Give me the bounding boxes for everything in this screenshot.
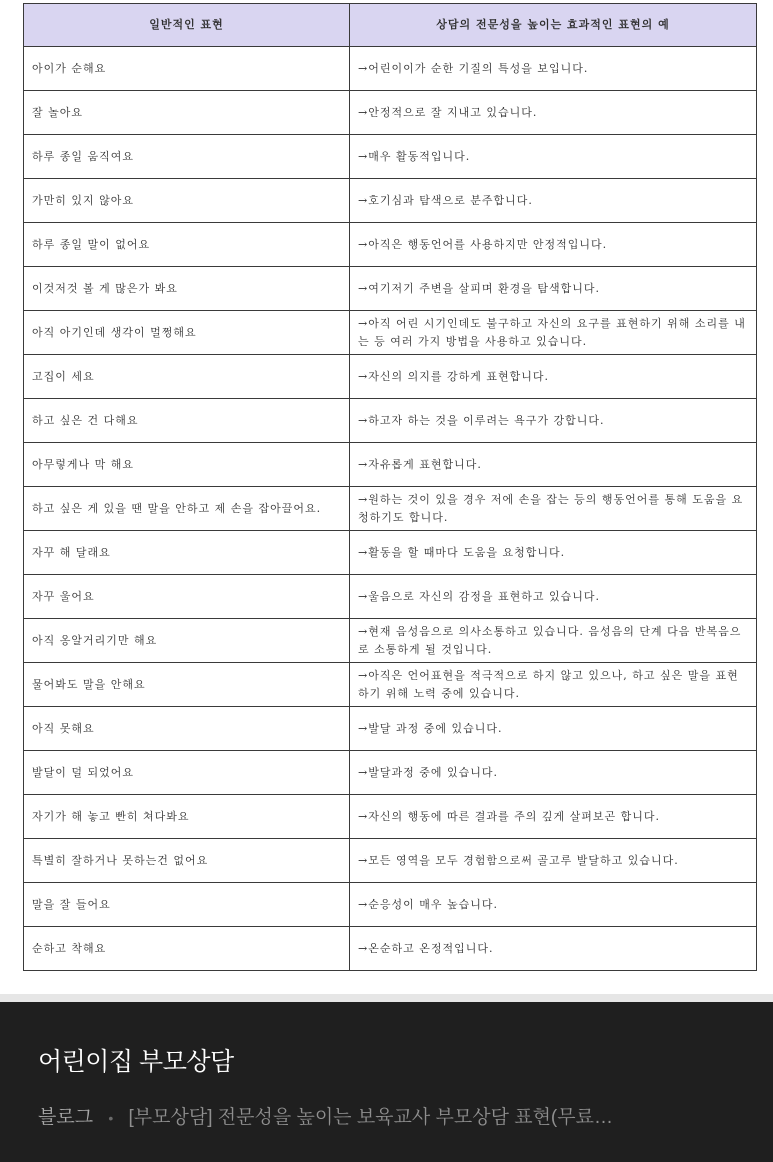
plain-expression-cell: 고집이 세요: [24, 355, 350, 399]
table-row: [24, 267, 757, 311]
result-caption[interactable]: [0, 1002, 773, 1162]
table-row: [24, 47, 757, 91]
professional-expression-cell: →온순하고 온정적입니다.: [350, 927, 757, 971]
professional-expression-cell: →하고자 하는 것을 이루려는 욕구가 강합니다.: [350, 399, 757, 443]
table-row: [24, 795, 757, 839]
professional-expression-cell: →울음으로 자신의 감정을 표현하고 있습니다.: [350, 575, 757, 619]
header-plain-expression: 일반적인 표현: [24, 4, 350, 47]
plain-expression-cell: 말을 잘 들어요: [24, 883, 350, 927]
plain-expression-cell: 자꾸 해 달래요: [24, 531, 350, 575]
plain-expression-cell: 하고 싶은 건 다해요: [24, 399, 350, 443]
source-label[interactable]: 블로그: [38, 1107, 94, 1128]
professional-expression-cell: →모든 영역을 모두 경험함으로써 골고루 발달하고 있습니다.: [350, 839, 757, 883]
plain-expression-cell: 잘 놀아요: [24, 91, 350, 135]
professional-expression-cell: →아직 어린 시기인데도 불구하고 자신의 요구를 표현하기 위해 소리를 내는 등 여러 가지 방법을 사용하고 있습니다.: [350, 311, 757, 355]
professional-expression-cell: →자유롭게 표현합니다.: [350, 443, 757, 487]
professional-expression-cell: →매우 활동적입니다.: [350, 135, 757, 179]
plain-expression-cell: 특별히 잘하거나 못하는건 없어요: [24, 839, 350, 883]
table-body: [24, 47, 757, 971]
post-description[interactable]: [부모상담] 전문성을 높이는 보육교사 부모상담 표현(무료…: [128, 1107, 613, 1128]
plain-expression-cell: 순하고 착해요: [24, 927, 350, 971]
table-row: [24, 487, 757, 531]
professional-expression-cell: →활동을 할 때마다 도움을 요청합니다.: [350, 531, 757, 575]
plain-expression-cell: 가만히 있지 않아요: [24, 179, 350, 223]
plain-expression-cell: 아무렇게나 막 해요: [24, 443, 350, 487]
plain-expression-cell: 자꾸 울어요: [24, 575, 350, 619]
table-row: [24, 883, 757, 927]
plain-expression-cell: 하루 종일 말이 없어요: [24, 223, 350, 267]
plain-expression-cell: 아직 아기인데 생각이 멀쩡해요: [24, 311, 350, 355]
table-row: [24, 179, 757, 223]
professional-expression-cell: →자신의 의지를 강하게 표현합니다.: [350, 355, 757, 399]
table-row: [24, 663, 757, 707]
table-row: [24, 575, 757, 619]
separator-dot: •: [108, 1109, 114, 1126]
plain-expression-cell: 자기가 해 놓고 빤히 쳐다봐요: [24, 795, 350, 839]
plain-expression-cell: 하루 종일 움직여요: [24, 135, 350, 179]
expression-table: [23, 3, 757, 971]
post-meta: [38, 1102, 738, 1129]
professional-expression-cell: →현재 음성음으로 의사소통하고 있습니다. 음성음의 단계 다음 반복음으로 소통하게 될 것입니다.: [350, 619, 757, 663]
professional-expression-cell: →자신의 행동에 따른 결과를 주의 깊게 살펴보곤 합니다.: [350, 795, 757, 839]
table-row: [24, 707, 757, 751]
table-row: [24, 531, 757, 575]
professional-expression-cell: →발달과정 중에 있습니다.: [350, 751, 757, 795]
plain-expression-cell: 아직 못해요: [24, 707, 350, 751]
professional-expression-cell: →호기심과 탐색으로 분주합니다.: [350, 179, 757, 223]
table-row: [24, 311, 757, 355]
table-row: [24, 135, 757, 179]
plain-expression-cell: 아이가 순해요: [24, 47, 350, 91]
table-header-row: [24, 4, 757, 47]
professional-expression-cell: →여기저기 주변을 살피며 환경을 탐색합니다.: [350, 267, 757, 311]
professional-expression-cell: →어린이이가 순한 기질의 특성을 보입니다.: [350, 47, 757, 91]
header-professional-expression: 상담의 전문성을 높이는 효과적인 표현의 예: [350, 4, 757, 47]
table-row: [24, 443, 757, 487]
plain-expression-cell: 물어봐도 말을 안해요: [24, 663, 350, 707]
professional-expression-cell: →아직은 행동언어를 사용하지만 안정적입니다.: [350, 223, 757, 267]
plain-expression-cell: 발달이 덜 되었어요: [24, 751, 350, 795]
table-row: [24, 355, 757, 399]
professional-expression-cell: →원하는 것이 있을 경우 저에 손을 잡는 등의 행동언어를 통해 도움을 요청하기도 합니다.: [350, 487, 757, 531]
table-row: [24, 927, 757, 971]
plain-expression-cell: 하고 싶은 게 있을 땐 말을 안하고 제 손을 잡아끌어요.: [24, 487, 350, 531]
professional-expression-cell: →아직은 언어표현을 적극적으로 하지 않고 있으나, 하고 싶은 말을 표현하기 위해 노력 중에 있습니다.: [350, 663, 757, 707]
image-bottom-divider: [0, 994, 773, 1002]
post-title[interactable]: 어린이집 부모상담: [38, 1048, 234, 1076]
table-row: [24, 751, 757, 795]
table-row: [24, 399, 757, 443]
professional-expression-cell: →순응성이 매우 높습니다.: [350, 883, 757, 927]
table-row: [24, 223, 757, 267]
plain-expression-cell: 아직 옹알거리기만 해요: [24, 619, 350, 663]
plain-expression-cell: 이것저것 볼 게 많은가 봐요: [24, 267, 350, 311]
professional-expression-cell: →안정적으로 잘 지내고 있습니다.: [350, 91, 757, 135]
table-row: [24, 619, 757, 663]
table-row: [24, 839, 757, 883]
professional-expression-cell: →발달 과정 중에 있습니다.: [350, 707, 757, 751]
table-row: [24, 91, 757, 135]
